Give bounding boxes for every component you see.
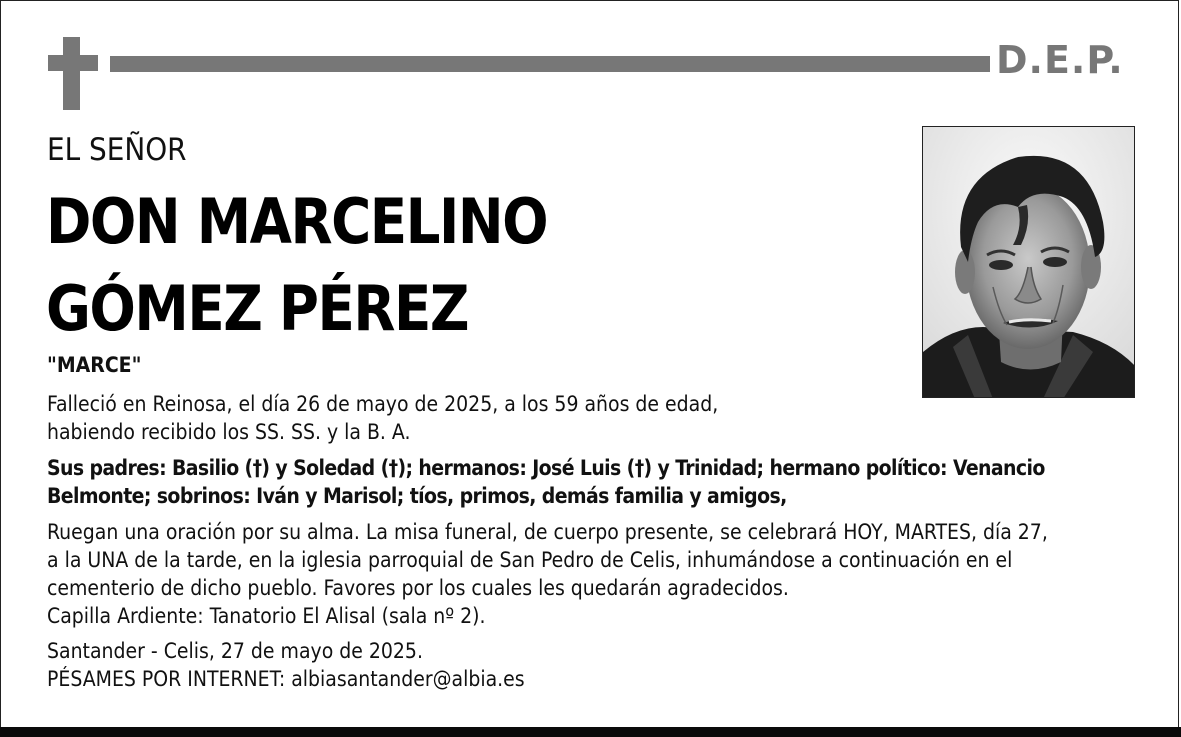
name-line-2: GÓMEZ PÉREZ <box>46 272 469 345</box>
family-line-2: Belmonte; sobrinos: Iván y Marisol; tíos, primos, demás familia y amigos, <box>47 484 787 508</box>
family-line-1: Sus padres: Basilio (†) y Soledad (†); hermanos: José Luis (†) y Trinidad; hermano político: Venancio <box>47 456 1045 480</box>
bottom-rule <box>0 727 1181 737</box>
condolences-contact: PÉSAMES POR INTERNET: albiasantander@albia.es <box>47 667 525 691</box>
cross-icon <box>48 37 98 110</box>
service-line-1: Ruegan una oración por su alma. La misa funeral, de cuerpo presente, se celebrará HOY, MARTES, día 27, <box>47 520 1048 544</box>
service-line-4: Capilla Ardiente: Tanatorio El Alisal (sala nº 2). <box>47 604 486 628</box>
service-details <box>47 518 1048 630</box>
deceased-name <box>46 178 557 352</box>
service-line-3: cementerio de dicho pueblo. Favores por los cuales les quedarán agradecidos. <box>47 576 789 600</box>
death-line-2: habiendo recibido los SS. SS. y la B. A. <box>47 420 411 444</box>
place-date: Santander - Celis, 27 de mayo de 2025. <box>47 639 423 663</box>
family-list <box>47 454 1045 510</box>
title-prefix: EL SEÑOR <box>47 132 187 168</box>
header-rule <box>110 56 990 72</box>
service-line-2: a la UNA de la tarde, en la iglesia parroquial de San Pedro de Celis, inhumándose a continuación en el <box>47 548 1013 572</box>
nickname: "MARCE" <box>47 353 142 377</box>
footer <box>47 637 525 693</box>
portrait-photo <box>922 126 1135 398</box>
death-notice <box>47 390 718 446</box>
name-line-1: DON MARCELINO <box>46 185 548 258</box>
dep-label: D.E.P. <box>996 38 1124 82</box>
death-line-1: Falleció en Reinosa, el día 26 de mayo de 2025, a los 59 años de edad, <box>47 392 719 416</box>
